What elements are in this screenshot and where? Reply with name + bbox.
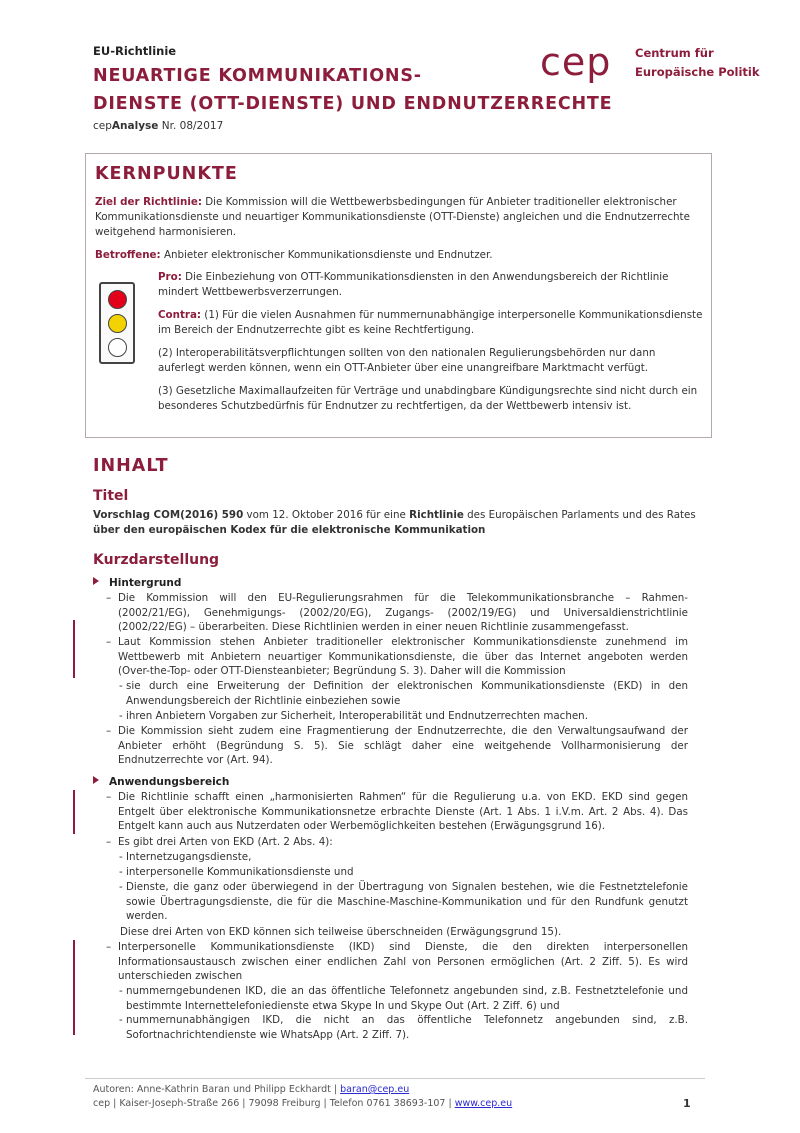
dash-icon: -	[119, 851, 123, 863]
anwendung-item-3-subitem-2-text: nummernunabhängigen IKD, die nicht an das öffentliche Telefonnetz angebunden sind, z.B. Sofortnachrichtendienste wie WhatsApp (Art. 2 Ziff. 7).	[126, 1014, 688, 1041]
contra-paragraph	[158, 308, 703, 338]
kurzdarstellung-heading: Kurzdarstellung	[93, 552, 220, 568]
yellow-light-icon	[108, 314, 127, 333]
logo-name-line-1: Centrum für	[635, 46, 714, 60]
contra-text: (1) Für die vielen Ausnahmen für nummernunabhängige interpersonelle Kommunikationsdienste im Bereich der Endnutzerrechte gibt es keine Rechtfertigung.	[158, 309, 703, 336]
footer-address-text: cep | Kaiser-Joseph-Straße 266 | 79098 Freiburg | Telefon 0761 38693-107 |	[93, 1098, 455, 1109]
footer-address	[93, 1097, 512, 1111]
triangle-bullet-icon	[93, 776, 99, 784]
anwendung-note: Diese drei Arten von EKD können sich teilweise überschneiden (Erwägungsgrund 15).	[120, 926, 562, 938]
contra-label: Contra:	[158, 309, 202, 321]
pro-text: Die Einbeziehung von OTT-Kommunikationsdiensten in den Anwendungsbereich der Richtlinie mindert Wettbewerbsverzerrungen.	[158, 271, 669, 298]
hintergrund-item-2	[106, 635, 688, 679]
hintergrund-item-3	[106, 724, 688, 768]
anwendung-subitem-1-text: Internetzugangsdienste,	[126, 851, 252, 863]
anwendung-subitem-1	[119, 850, 688, 865]
hintergrund-item-1	[106, 591, 688, 635]
cep-logo	[540, 40, 760, 90]
logo-text: cep	[540, 40, 612, 84]
anwendung-heading	[93, 776, 229, 788]
anwendung-item-3-subitem-1-text: nummerngebundenen IKD, die an das öffentliche Telefonnetz angebunden sind, z.B. Festnetztelefonie und bestimmte Internettelefoniedienste etwa Skype In und Skype Out (Art. 2 Ziff. 6) und	[126, 985, 688, 1012]
hintergrund-item-3-text: Die Kommission sieht zudem eine Fragmentierung der Endnutzerrechte, die den Verwaltungsaufwand der Anbieter erhöht (Begründung S. 5). Sie schlägt daher eine weitgehende Vollharmonisierung der Endnutzerrechte vor (Art. 94).	[118, 725, 688, 766]
anwendung-item-3-subitem-1	[119, 984, 688, 1013]
inhalt-heading: INHALT	[93, 456, 169, 476]
red-light-icon	[108, 290, 127, 309]
anwendung-item-1	[106, 790, 688, 834]
kernpunkte-box	[85, 153, 712, 438]
document-type: EU-Richtlinie	[93, 44, 177, 58]
margin-bar	[73, 940, 75, 1035]
author-email-link[interactable]: baran@cep.eu	[340, 1084, 410, 1095]
anwendung-subitem-2	[119, 865, 688, 880]
footer-authors	[93, 1083, 409, 1097]
pro-label: Pro:	[158, 271, 182, 283]
analysis-prefix: cep	[93, 120, 112, 132]
titel-part-1: Vorschlag COM(2016) 590	[93, 509, 244, 521]
anwendung-item-1-text: Die Richtlinie schafft einen „harmonisierten Rahmen“ für die Regulierung u.a. von EKD. EKD sind gegen Entgelt über elektronische Kommunikationsnetze erbrachte Dienste (Art. 1 Abs. 1 i.V.m. Art. 2 Abs. 4). Das Entgelt kann auch aus Nutzerdaten oder Werbemöglichkeiten bestehen (Erwägungsgrund 16).	[118, 791, 688, 832]
anwendung-subitem-3	[119, 880, 688, 924]
title-line-2: DIENSTE (OTT-DIENSTE) UND ENDNUTZERRECHTE	[93, 94, 613, 114]
margin-bar	[73, 620, 75, 678]
triangle-bullet-icon	[93, 577, 99, 585]
website-link[interactable]: www.cep.eu	[454, 1098, 513, 1109]
anwendung-item-3	[106, 940, 688, 984]
dash-icon: -	[119, 680, 123, 692]
logo-name	[635, 44, 760, 82]
dash-icon: –	[106, 725, 112, 737]
analysis-bold: Analyse	[111, 120, 159, 132]
dash-icon: -	[119, 985, 123, 997]
dash-icon: -	[119, 710, 123, 722]
logo-name-line-2: Europäische Politik	[635, 65, 760, 79]
titel-heading: Titel	[93, 488, 129, 504]
anwendung-item-3-text: Interpersonelle Kommunikationsdienste (IKD) sind Dienste, die den direkten interpersonellen Informationsaustausch zwischen einer endlichen Zahl von Personen ermöglichen (Art. 2 Ziff. 5). Es wird unterschieden zwischen	[118, 941, 688, 982]
contra-3-paragraph: (3) Gesetzliche Maximallaufzeiten für Verträge und unabdingbare Kündigungsrechte sind nicht durch ein besonderes Schutzbedürfnis für Endnutzer zu rechtfertigen, da der Wettbewerb intensiv ist.	[158, 385, 698, 412]
title-line-1: NEUARTIGE KOMMUNIKATIONS-	[93, 66, 422, 86]
dash-icon: –	[106, 636, 112, 648]
titel-part-2: vom 12. Oktober 2016 für eine	[243, 509, 410, 521]
anwendung-item-2	[106, 835, 688, 850]
hintergrund-subitem-2	[119, 709, 688, 724]
dash-icon: -	[119, 866, 123, 878]
hintergrund-subitem-1	[119, 679, 688, 708]
hintergrund-subitem-2-text: ihren Anbietern Vorgaben zur Sicherheit, Interoperabilität und Endnutzerrechten machen.	[126, 710, 588, 722]
hintergrund-subitem-1-text: sie durch eine Erweiterung der Definition der elektronischen Kommunikationsdienste (EKD) in den Anwendungsbereich der Richtlinie einbeziehen sowie	[126, 680, 688, 707]
contra-2-paragraph: (2) Interoperabilitätsverpflichtungen sollten von den nationalen Regulierungsbehörden nur dann auferlegt werden können, wenn ein OTT-Anbieter über eine unangreifbare Marktmacht verfügt.	[158, 347, 656, 374]
ziel-text: Die Kommission will die Wettbewerbsbedingungen für Anbieter traditioneller elektronischer Kommunikationsdienste und neuartiger Kommunikationsdienste (OTT-Dienste) angleichen und die Endnutzerrechte weitgehend harmonisieren.	[95, 196, 690, 238]
anwendung-heading-text: Anwendungsbereich	[109, 776, 230, 788]
footer-divider	[85, 1078, 705, 1079]
margin-bar	[73, 790, 75, 834]
analysis-num: Nr. 08/2017	[158, 120, 224, 132]
white-light-icon	[108, 338, 127, 357]
dash-icon: –	[106, 941, 112, 953]
pro-paragraph	[158, 270, 703, 300]
anwendung-subitem-3-text: Dienste, die ganz oder überwiegend in der Übertragung von Signalen bestehen, wie die Festnetztelefonie sowie Übertragungsdienste, die für die Maschine-Maschine-Kommunikation und für den Rundfunk genutzt werden.	[126, 881, 688, 922]
ziel-label: Ziel der Richtlinie:	[95, 196, 202, 208]
dash-icon: -	[119, 881, 123, 893]
hintergrund-item-1-text: Die Kommission will den EU-Regulierungsrahmen für die Telekommunikationsbranche – Rahmen- (2002/21/EG), Genehmigungs- (2002/20/EG), Zugangs- (2002/19/EG) und Universaldienstrichtlinie (2002/22/EG) – überarbeiten. Diese Richtlinien werden in einer neuen Richtlinie zusammengefasst.	[118, 592, 688, 633]
kernpunkte-heading: KERNPUNKTE	[95, 164, 238, 184]
page-number: 1	[683, 1097, 691, 1110]
dash-icon: -	[119, 1014, 123, 1026]
betroffene-label: Betroffene:	[95, 249, 161, 261]
hintergrund-item-2-text: Laut Kommission stehen Anbieter traditioneller elektronischer Kommunikationsdienste zunehmend im Wettbewerb mit Anbietern neuartiger Kommunikationsdienste, die über das Internet angeboten werden (Over-the-Top- oder OTT-Diensteanbieter; Begründung S. 3). Daher will die Kommission	[118, 636, 688, 677]
titel-paragraph	[93, 508, 705, 538]
hintergrund-heading-text: Hintergrund	[109, 577, 182, 589]
titel-part-5: über den europäischen Kodex für die elektronische Kommunikation	[93, 524, 486, 536]
dash-icon: –	[106, 791, 112, 803]
anwendung-item-2-text: Es gibt drei Arten von EKD (Art. 2 Abs. 4):	[118, 836, 333, 848]
betroffene-paragraph	[95, 248, 703, 263]
ziel-paragraph	[95, 195, 703, 240]
anwendung-subitem-2-text: interpersonelle Kommunikationsdienste und	[126, 866, 354, 878]
analysis-number	[93, 120, 223, 132]
dash-icon: –	[106, 836, 112, 848]
hintergrund-heading	[93, 577, 181, 589]
anwendung-item-3-subitem-2	[119, 1013, 688, 1042]
footer-authors-text: Autoren: Anne-Kathrin Baran und Philipp Eckhardt |	[93, 1084, 341, 1095]
traffic-light-icon	[99, 282, 135, 364]
dash-icon: –	[106, 592, 112, 604]
betroffene-text: Anbieter elektronischer Kommunikationsdienste und Endnutzer.	[160, 249, 493, 261]
titel-part-3: Richtlinie	[409, 509, 464, 521]
titel-part-4: des Europäischen Parlaments und des Rates	[463, 509, 696, 521]
